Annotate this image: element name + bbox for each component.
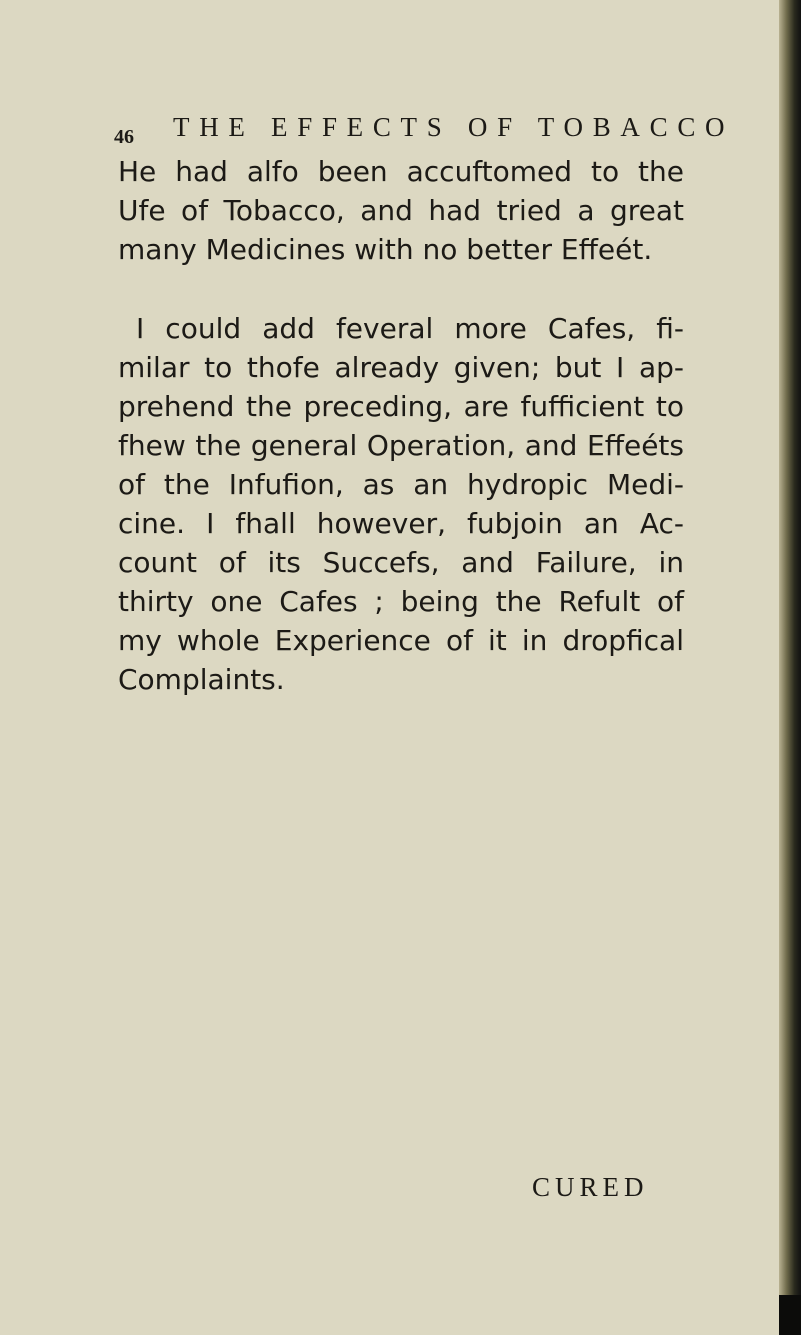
text-line: fhew the general Operation, and Effeéts <box>118 429 684 462</box>
text-line: I could add feveral more Cafes, fi- <box>136 312 684 345</box>
text-line: many Medicines with no better Effeét. <box>118 233 653 266</box>
text-line: of the Infufion, as an hydropic Medi- <box>118 468 684 501</box>
text-line: Ufe of Tobacco, and had tried a great <box>118 194 684 227</box>
page-number: 46 <box>114 126 134 148</box>
paragraph-2 <box>118 309 684 699</box>
text-line: my whole Experience of it in dropfical <box>118 624 684 657</box>
running-head <box>114 112 735 152</box>
catchword: CURED <box>532 1172 649 1202</box>
text-line: milar to thofe already given; but I ap- <box>118 351 684 384</box>
body-text <box>118 152 684 699</box>
paragraph-gap <box>118 269 684 309</box>
text-line: prehend the preceding, are fufficient to <box>118 390 684 423</box>
running-head-title: THE EFFECTS OF TOBACCO <box>173 112 735 142</box>
text-line: count of its Succefs, and Failure, in <box>118 546 684 579</box>
text-line: Complaints. <box>118 663 285 696</box>
page-edge-corner <box>779 1295 801 1335</box>
text-line: cine. I fhall however, fubjoin an Ac- <box>118 507 684 540</box>
page-edge-shadow <box>779 0 801 1335</box>
paragraph-1 <box>118 152 684 269</box>
text-line: thirty one Cafes ; being the Refult of <box>118 585 684 618</box>
text-line: He had alfo been accuftomed to the <box>118 155 684 188</box>
